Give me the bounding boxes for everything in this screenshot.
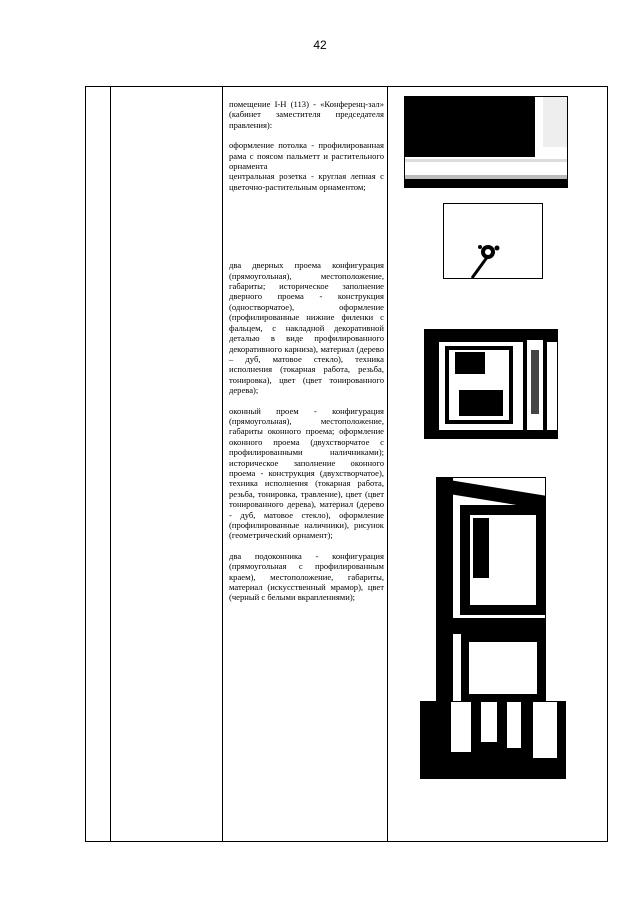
- window-text: оконный проем - конфигурация (прямоугольная), местоположение, габариты оконного проема; оформление оконного проема (двухстворчатое с профилированными наличниками); историческое заполнение оконного проема - конструкция (двухстворчатое), техника исполнения (токарная работа, резьба, тонировка, травление), цвет (цвет тонированного дерева), материал (дерево - дуб, матовое стекло), оформление (профилированные наличники), рисунок (геометрический орнамент);: [229, 405, 384, 541]
- column-divider: [110, 87, 111, 841]
- sill-photo: [420, 701, 566, 779]
- heritage-table: [85, 86, 608, 842]
- page-number: 42: [313, 38, 327, 52]
- doors-text: два дверных проема конфигурация (прямоугольная), местоположение, габариты; историческое заполнение дверного проема - конструкция (одностворчатое), оформление (профилированные нижние филенки с фальцем, с накладной декоративной деталью в виде профилированного декоративного карниза), материал (дерево – дуб, матовое стекло), техника исполнения (токарная работа, резьба, тонировка), цвет (цвет тонированного дерева);: [229, 260, 384, 396]
- column-divider: [387, 87, 388, 841]
- description-cell: [229, 99, 384, 603]
- rosette-text: центральная розетка - круглая лепная с цветочно-растительным орнаментом;: [229, 171, 384, 192]
- rosette-photo: [443, 203, 543, 279]
- room-heading: помещение I-Н (113) - «Конференц-зал» (кабинет заместителя председателя правления):: [229, 99, 384, 130]
- door-photo: [424, 329, 558, 439]
- ceiling-photo: [404, 96, 568, 188]
- column-divider: [222, 87, 223, 841]
- ceiling-text: оформление потолка - профилированная рама с поясом пальметт и растительного орнамента: [229, 140, 384, 172]
- sills-text: два подоконника - конфигурация (прямоугольная с профилированным краем), местоположение, габариты, материал (искусственный мрамор), цвет (черный с белыми вкраплениями);: [229, 550, 384, 603]
